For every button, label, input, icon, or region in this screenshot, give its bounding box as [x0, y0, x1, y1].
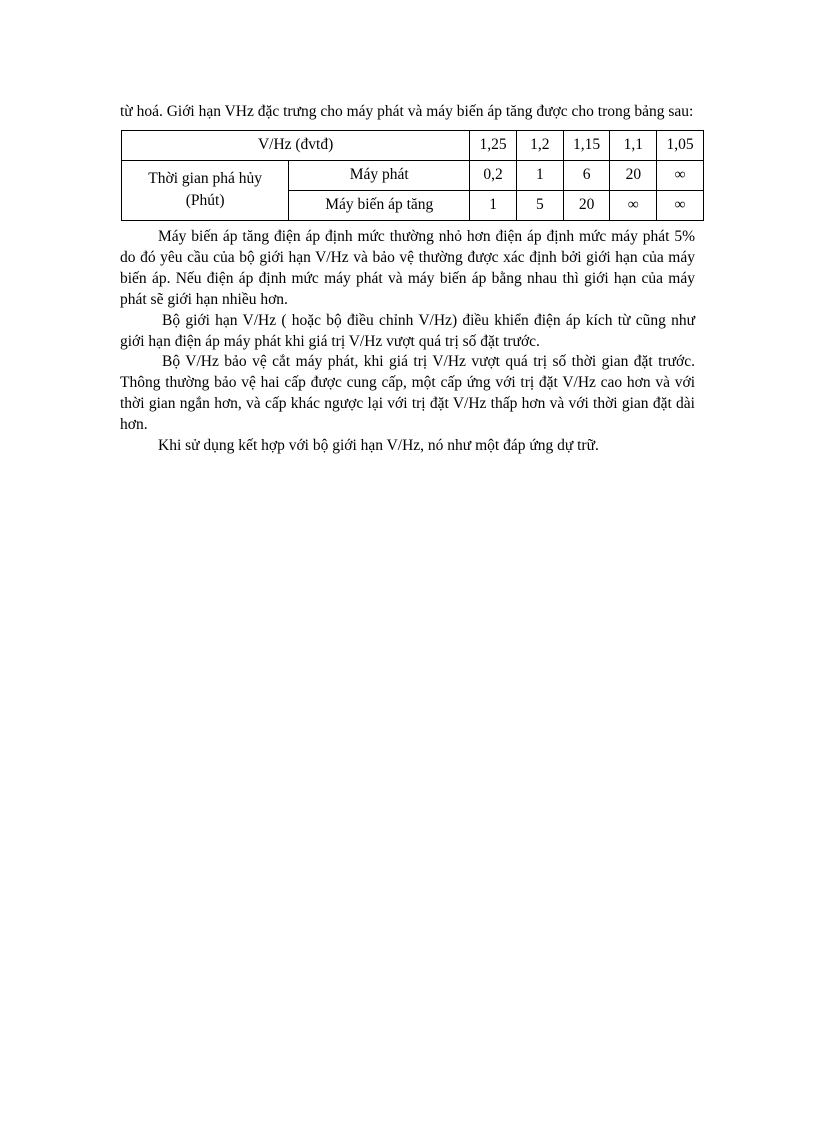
body-paragraph: Khi sử dụng kết hợp với bộ giới hạn V/Hz, nó như một đáp ứng dự trữ. — [158, 437, 599, 455]
value-cell: 20 — [610, 160, 657, 190]
value-cell: ∞ — [610, 190, 657, 220]
header-value-cell: 1,1 — [610, 130, 657, 160]
header-value-cell: 1,2 — [517, 130, 564, 160]
value-cell: 0,2 — [470, 160, 517, 190]
vhz-limit-table — [121, 130, 704, 221]
value-cell: 6 — [563, 160, 610, 190]
body-paragraph: Bộ giới hạn V/Hz ( hoặc bộ điều chỉnh V/Hz) điều khiển điện áp kích từ cũng như giới hạn điện áp máy phát khi giá trị V/Hz vượt quá trị số đặt trước. — [120, 311, 695, 350]
header-value-cell: 1,25 — [470, 130, 517, 160]
header-value-cell: 1,15 — [563, 130, 610, 160]
body-paragraph: Bộ V/Hz bảo vệ cắt máy phát, khi giá trị V/Hz vượt quá trị số thời gian đặt trước. Thông thường bảo vệ hai cấp được cung cấp, một cấp ứng với trị đặt V/Hz cao hơn và với thời gian ngắn hơn, và cấp khác ngược lại với trị đặt V/Hz thấp hơn và với thời gian đặt dài hơn. — [120, 353, 695, 434]
group-label-line: (Phút) — [185, 192, 225, 210]
value-cell: ∞ — [657, 190, 704, 220]
group-label-cell — [122, 160, 289, 220]
group-label-line: Thời gian phá hủy — [148, 169, 262, 187]
table-row — [122, 160, 704, 190]
value-cell: ∞ — [657, 160, 704, 190]
header-value-cell: 1,05 — [657, 130, 704, 160]
value-cell: 1 — [470, 190, 517, 220]
body-paragraph: Máy biến áp tăng điện áp định mức thường nhỏ hơn điện áp định mức máy phát 5% do đó yêu cầu của bộ giới hạn V/Hz và bảo vệ thường được xác định bởi giới hạn của máy biến áp. Nếu điện áp định mức máy phát và máy biến áp bằng nhau thì giới hạn của máy phát sẽ giới hạn nhiều hơn. — [120, 227, 695, 308]
row-label-cell: Máy phát — [289, 160, 470, 190]
header-label-cell: V/Hz (đvtđ) — [122, 130, 470, 160]
intro-paragraph: từ hoá. Giới hạn VHz đặc trưng cho máy phát và máy biến áp tăng được cho trong bảng sau: — [120, 103, 694, 120]
value-cell: 5 — [517, 190, 564, 220]
value-cell: 20 — [563, 190, 610, 220]
value-cell: 1 — [517, 160, 564, 190]
table-header-row — [122, 130, 704, 160]
row-label-cell: Máy biến áp tăng — [289, 190, 470, 220]
document-page — [120, 102, 695, 457]
